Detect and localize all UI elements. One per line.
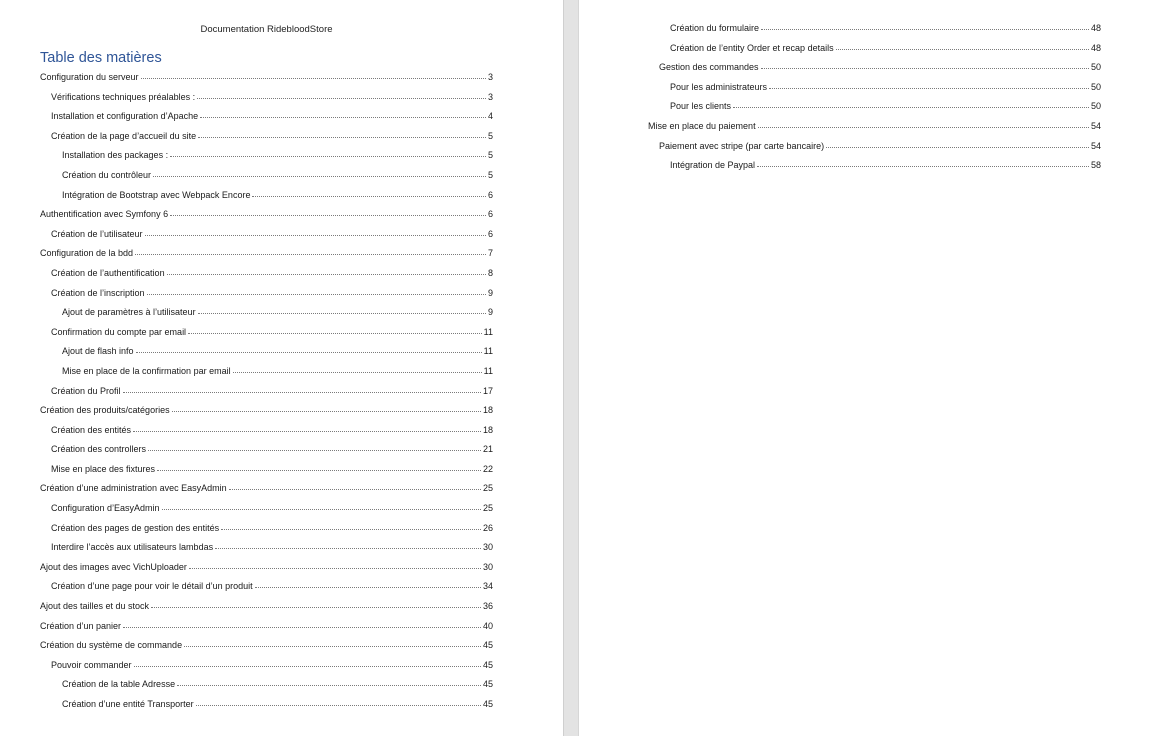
toc-entry[interactable] xyxy=(40,264,493,284)
toc-entry-text[interactable]: Configuration du serveur xyxy=(40,72,139,82)
toc-dot-leader xyxy=(170,214,486,216)
toc-page-number[interactable]: 50 xyxy=(1090,101,1101,112)
toc-entry-text[interactable]: Mise en place du paiement xyxy=(648,120,756,131)
toc-entry-text[interactable]: Installation des packages : xyxy=(62,150,169,161)
toc-page-number[interactable]: 9 xyxy=(487,287,493,298)
toc-entry[interactable] xyxy=(40,538,493,558)
toc-list-left xyxy=(40,68,493,715)
toc-entry-text[interactable]: Création d’un panier xyxy=(40,620,122,631)
toc-dot-leader xyxy=(184,645,481,647)
toc-dot-leader xyxy=(162,508,481,510)
toc-page-number[interactable]: 17 xyxy=(482,385,493,396)
toc-dot-leader xyxy=(761,28,1089,30)
toc-dot-leader xyxy=(255,586,481,588)
toc-entry[interactable] xyxy=(648,19,1101,39)
toc-list-right xyxy=(648,19,1101,176)
toc-page-number[interactable]: 22 xyxy=(482,463,493,474)
toc-entry-text[interactable]: Ajout des tailles et du stock xyxy=(40,601,150,612)
toc-dot-leader xyxy=(188,332,482,334)
toc-page-number[interactable]: 6 xyxy=(487,209,493,220)
toc-entry-text[interactable]: Pour les clients xyxy=(670,101,732,112)
toc-entry-text[interactable]: Intégration de Bootstrap avec Webpack Encore xyxy=(62,189,251,200)
toc-entry[interactable] xyxy=(648,117,1101,137)
toc-entry[interactable] xyxy=(648,156,1101,176)
toc-page-number[interactable]: 48 xyxy=(1090,42,1101,53)
toc-dot-leader xyxy=(200,116,486,118)
toc-entry-text[interactable]: Création de l’entity Order et recap details xyxy=(670,42,834,53)
toc-entry-text[interactable]: Authentification avec Symfony 6 xyxy=(40,209,169,220)
toc-dot-leader xyxy=(757,165,1089,167)
toc-page-number[interactable]: 11 xyxy=(483,326,493,337)
toc-dot-leader xyxy=(197,97,486,99)
toc-dot-leader xyxy=(177,684,481,686)
toc-entry[interactable] xyxy=(40,382,493,402)
toc-dot-leader xyxy=(221,528,481,530)
toc-page-number[interactable]: 5 xyxy=(487,130,493,141)
toc-dot-leader xyxy=(252,195,486,197)
toc-page-number[interactable]: 7 xyxy=(487,248,493,259)
toc-entry[interactable] xyxy=(40,362,493,382)
toc-dot-leader xyxy=(136,351,482,353)
toc-entry[interactable] xyxy=(40,127,493,147)
toc-entry[interactable] xyxy=(40,186,493,206)
toc-entry[interactable] xyxy=(40,68,493,88)
page-header: Documentation RidebloodStore xyxy=(200,24,333,35)
toc-entry-text[interactable]: Configuration de la bdd xyxy=(40,248,134,259)
toc-entry-text[interactable]: Création des entités xyxy=(51,424,132,435)
toc-entry-text[interactable]: Vérifications techniques préalables : xyxy=(51,91,196,102)
toc-dot-leader xyxy=(170,155,486,157)
toc-dot-leader xyxy=(147,293,486,295)
toc-dot-leader xyxy=(733,106,1089,108)
toc-entry[interactable] xyxy=(40,107,493,127)
toc-page-number[interactable]: 54 xyxy=(1090,120,1101,131)
toc-entry[interactable] xyxy=(40,225,493,245)
toc-entry-text[interactable]: Ajout de paramètres à l’utilisateur xyxy=(62,307,196,318)
toc-page-number[interactable]: 8 xyxy=(487,267,493,278)
toc-entry-text[interactable]: Création de l’utilisateur xyxy=(51,228,143,239)
toc-page-number[interactable]: 45 xyxy=(482,699,493,709)
toc-dot-leader xyxy=(148,449,481,451)
toc-heading: Table des matières xyxy=(40,50,162,66)
toc-page-number[interactable]: 9 xyxy=(487,307,493,318)
toc-page-number[interactable]: 50 xyxy=(1090,62,1101,73)
toc-entry-text[interactable]: Ajout des images avec VichUploader xyxy=(40,561,187,572)
toc-page-number[interactable]: 21 xyxy=(482,444,493,455)
document-page-right xyxy=(579,0,1149,736)
toc-entry[interactable] xyxy=(40,617,493,637)
toc-page-number[interactable]: 3 xyxy=(487,72,493,82)
toc-page-number[interactable]: 11 xyxy=(483,346,493,357)
toc-dot-leader xyxy=(134,665,481,667)
toc-entry[interactable] xyxy=(40,401,493,421)
toc-entry[interactable] xyxy=(40,695,493,715)
toc-entry-text[interactable]: Mise en place de la confirmation par email xyxy=(62,365,231,376)
toc-dot-leader xyxy=(135,253,486,255)
toc-dot-leader xyxy=(826,146,1089,148)
toc-page-number[interactable]: 25 xyxy=(482,483,493,494)
toc-page-number[interactable]: 5 xyxy=(487,169,493,180)
toc-entry[interactable] xyxy=(648,58,1101,78)
toc-page-number[interactable]: 6 xyxy=(487,228,493,239)
toc-page-number[interactable]: 48 xyxy=(1090,23,1101,33)
toc-entry[interactable] xyxy=(40,284,493,304)
toc-entry[interactable] xyxy=(40,205,493,225)
toc-entry[interactable] xyxy=(648,97,1101,117)
toc-entry[interactable] xyxy=(40,440,493,460)
toc-entry[interactable] xyxy=(40,146,493,166)
toc-dot-leader xyxy=(133,430,481,432)
toc-entry[interactable] xyxy=(648,78,1101,98)
toc-entry[interactable] xyxy=(40,303,493,323)
toc-entry[interactable] xyxy=(40,577,493,597)
toc-entry[interactable] xyxy=(40,244,493,264)
toc-entry-text[interactable]: Pouvoir commander xyxy=(51,659,132,670)
toc-page-number[interactable]: 45 xyxy=(482,659,493,670)
toc-entry-text[interactable]: Création du système de commande xyxy=(40,640,183,651)
toc-entry[interactable] xyxy=(648,39,1101,59)
toc-entry-text[interactable]: Configuration d’EasyAdmin xyxy=(51,503,160,514)
toc-entry-text[interactable]: Confirmation du compte par email xyxy=(51,326,187,337)
toc-dot-leader xyxy=(172,410,481,412)
toc-page-number[interactable]: 50 xyxy=(1090,81,1101,92)
toc-dot-leader xyxy=(198,136,486,138)
toc-dot-leader xyxy=(157,469,481,471)
toc-dot-leader xyxy=(198,312,486,314)
toc-entry[interactable] xyxy=(40,421,493,441)
page-gutter xyxy=(563,0,579,736)
toc-entry[interactable] xyxy=(40,597,493,617)
toc-entry-text[interactable]: Création de l’inscription xyxy=(51,287,145,298)
toc-entry[interactable] xyxy=(40,479,493,499)
toc-entry-text[interactable]: Création de la table Adresse xyxy=(62,679,176,690)
toc-entry[interactable] xyxy=(40,460,493,480)
toc-page-number[interactable]: 5 xyxy=(487,150,493,161)
toc-entry-text[interactable]: Intégration de Paypal xyxy=(670,160,756,171)
toc-page-number[interactable]: 54 xyxy=(1090,140,1101,151)
toc-entry-text[interactable]: Création de la page d’accueil du site xyxy=(51,130,197,141)
toc-entry-text[interactable]: Ajout de flash info xyxy=(62,346,134,357)
toc-page-number[interactable]: 45 xyxy=(482,679,493,690)
toc-entry-text[interactable]: Création d’une entité Transporter xyxy=(62,699,194,709)
toc-page-number[interactable]: 18 xyxy=(482,424,493,435)
toc-page-number[interactable]: 30 xyxy=(482,561,493,572)
toc-entry-text[interactable]: Création des produits/catégories xyxy=(40,405,170,416)
toc-entry-text[interactable]: Gestion des commandes xyxy=(659,62,759,73)
toc-page-number[interactable]: 30 xyxy=(482,542,493,553)
toc-dot-leader xyxy=(141,77,486,79)
toc-dot-leader xyxy=(233,371,482,373)
toc-dot-leader xyxy=(761,67,1089,69)
toc-entry-text[interactable]: Création du contrôleur xyxy=(62,169,152,180)
toc-dot-leader xyxy=(769,87,1089,89)
document-page-left xyxy=(0,0,563,736)
toc-page-number[interactable]: 36 xyxy=(482,601,493,612)
toc-dot-leader xyxy=(189,567,481,569)
toc-entry-text[interactable]: Création du formulaire xyxy=(670,23,760,33)
toc-entry-text[interactable]: Création d’une administration avec EasyAdmin xyxy=(40,483,227,494)
toc-entry-text[interactable]: Mise en place des fixtures xyxy=(51,463,156,474)
toc-page-number[interactable]: 58 xyxy=(1090,160,1101,171)
toc-entry-text[interactable]: Création d’une page pour voir le détail d’un produit xyxy=(51,581,253,592)
toc-dot-leader xyxy=(215,547,481,549)
toc-entry[interactable] xyxy=(40,558,493,578)
toc-page-number[interactable]: 25 xyxy=(482,503,493,514)
toc-page-number[interactable]: 34 xyxy=(482,581,493,592)
toc-entry-text[interactable]: Installation et configuration d’Apache xyxy=(51,111,199,122)
toc-entry[interactable] xyxy=(40,499,493,519)
toc-dot-leader xyxy=(151,606,481,608)
toc-dot-leader xyxy=(196,704,481,706)
toc-dot-leader xyxy=(145,234,486,236)
toc-entry[interactable] xyxy=(40,656,493,676)
toc-entry-text[interactable]: Création des pages de gestion des entités xyxy=(51,522,220,533)
toc-dot-leader xyxy=(123,391,481,393)
toc-page-number[interactable]: 4 xyxy=(487,111,493,122)
toc-entry[interactable] xyxy=(40,342,493,362)
toc-page-number[interactable]: 45 xyxy=(482,640,493,651)
toc-dot-leader xyxy=(167,273,486,275)
toc-dot-leader xyxy=(153,175,486,177)
toc-page-number[interactable]: 26 xyxy=(482,522,493,533)
toc-page-number[interactable]: 3 xyxy=(487,91,493,102)
toc-entry-text[interactable]: Création du Profil xyxy=(51,385,121,396)
toc-entry[interactable] xyxy=(40,323,493,343)
toc-entry-text[interactable]: Paiement avec stripe (par carte bancaire) xyxy=(659,140,825,151)
toc-entry-text[interactable]: Création de l’authentification xyxy=(51,267,165,278)
toc-dot-leader xyxy=(123,626,481,628)
toc-entry[interactable] xyxy=(40,519,493,539)
toc-page-number[interactable]: 6 xyxy=(487,189,493,200)
toc-entry-text[interactable]: Pour les administrateurs xyxy=(670,81,768,92)
toc-dot-leader xyxy=(229,488,481,490)
toc-entry[interactable] xyxy=(40,88,493,108)
toc-page-number[interactable]: 40 xyxy=(482,620,493,631)
toc-page-number[interactable]: 18 xyxy=(482,405,493,416)
toc-entry-text[interactable]: Interdire l’accès aux utilisateurs lambdas xyxy=(51,542,214,553)
toc-page-number[interactable]: 11 xyxy=(483,365,493,376)
toc-entry-text[interactable]: Création des controllers xyxy=(51,444,147,455)
toc-entry[interactable] xyxy=(40,636,493,656)
toc-dot-leader xyxy=(836,48,1089,50)
toc-entry[interactable] xyxy=(648,137,1101,157)
toc-entry[interactable] xyxy=(40,166,493,186)
toc-entry[interactable] xyxy=(40,675,493,695)
toc-dot-leader xyxy=(758,126,1089,128)
